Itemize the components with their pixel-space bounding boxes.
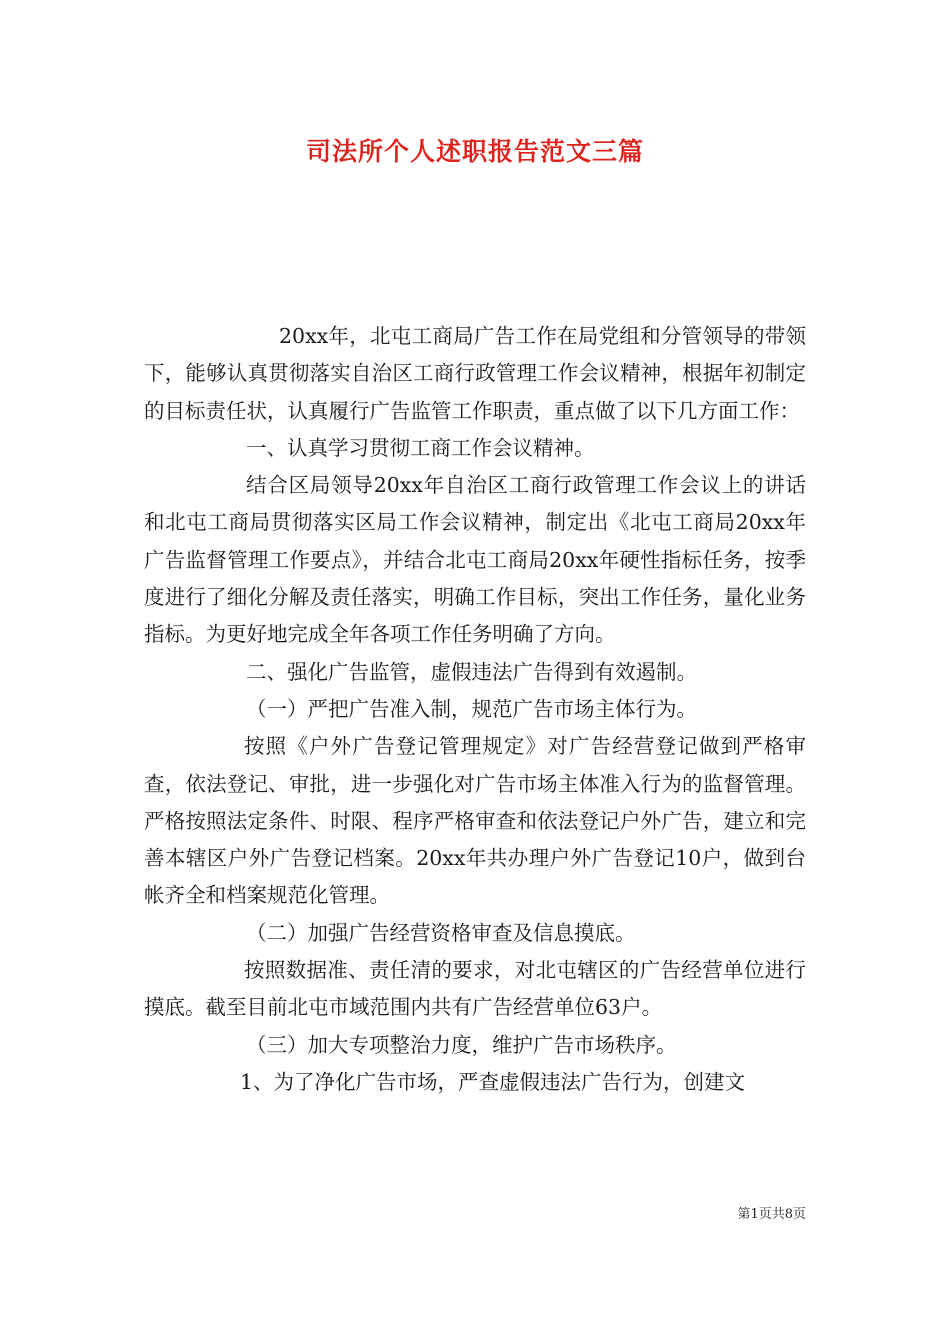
- paragraph: 1、为了净化广告市场，严查虚假违法广告行为，创建文: [240, 1069, 746, 1094]
- subsection-heading-1: （一）严把广告准入制，规范广告市场主体行为。: [246, 696, 697, 721]
- document-body: [144, 318, 806, 1101]
- section-heading-1: 一、认真学习贯彻工商工作会议精神。: [246, 435, 595, 460]
- paragraph-intro: 20xx年，北屯工商局广告工作在局党组和分管领导的带领下，能够认真贯彻落实自治区工商行政管理工作会议精神，根据年初制定的目标责任状，认真履行广告监管工作职责，重点做了以下几方面工作：: [144, 324, 806, 423]
- subsection-heading-2: （二）加强广告经营资格审查及信息摸底。: [246, 920, 636, 945]
- subsection-heading-3: （三）加大专项整治力度，维护广告市场秩序。: [246, 1032, 677, 1057]
- document-title: 司法所个人述职报告范文三篇: [305, 137, 644, 166]
- paragraph: 按照数据准、责任清的要求，对北屯辖区的广告经营单位进行摸底。截至目前北屯市域范围内共有广告经营单位63户。: [144, 958, 806, 1020]
- paragraph: 结合区局领导20xx年自治区工商行政管理工作会议上的讲话和北屯工商局贯彻落实区局工作会议精神，制定出《北屯工商局20xx年广告监督管理工作要点》，并结合北屯工商局20xx年硬性指标任务，按季度进行了细化分解及责任落实，明确工作目标，突出工作任务，量化业务指标。为更好地完成全年各项工作任务明确了方向。: [144, 473, 806, 647]
- paragraph: 按照《户外广告登记管理规定》对广告经营登记做到严格审查，依法登记、审批，进一步强化对广告市场主体准入行为的监督管理。严格按照法定条件、时限、程序严格审查和依法登记户外广告，建立和完善本辖区户外广告登记档案。20xx年共办理户外广告登记10户，做到台帐齐全和档案规范化管理。: [144, 734, 806, 908]
- page-number: 第1页共8页: [737, 1207, 806, 1222]
- section-heading-2: 二、强化广告监管，虚假违法广告得到有效遏制。: [246, 659, 697, 684]
